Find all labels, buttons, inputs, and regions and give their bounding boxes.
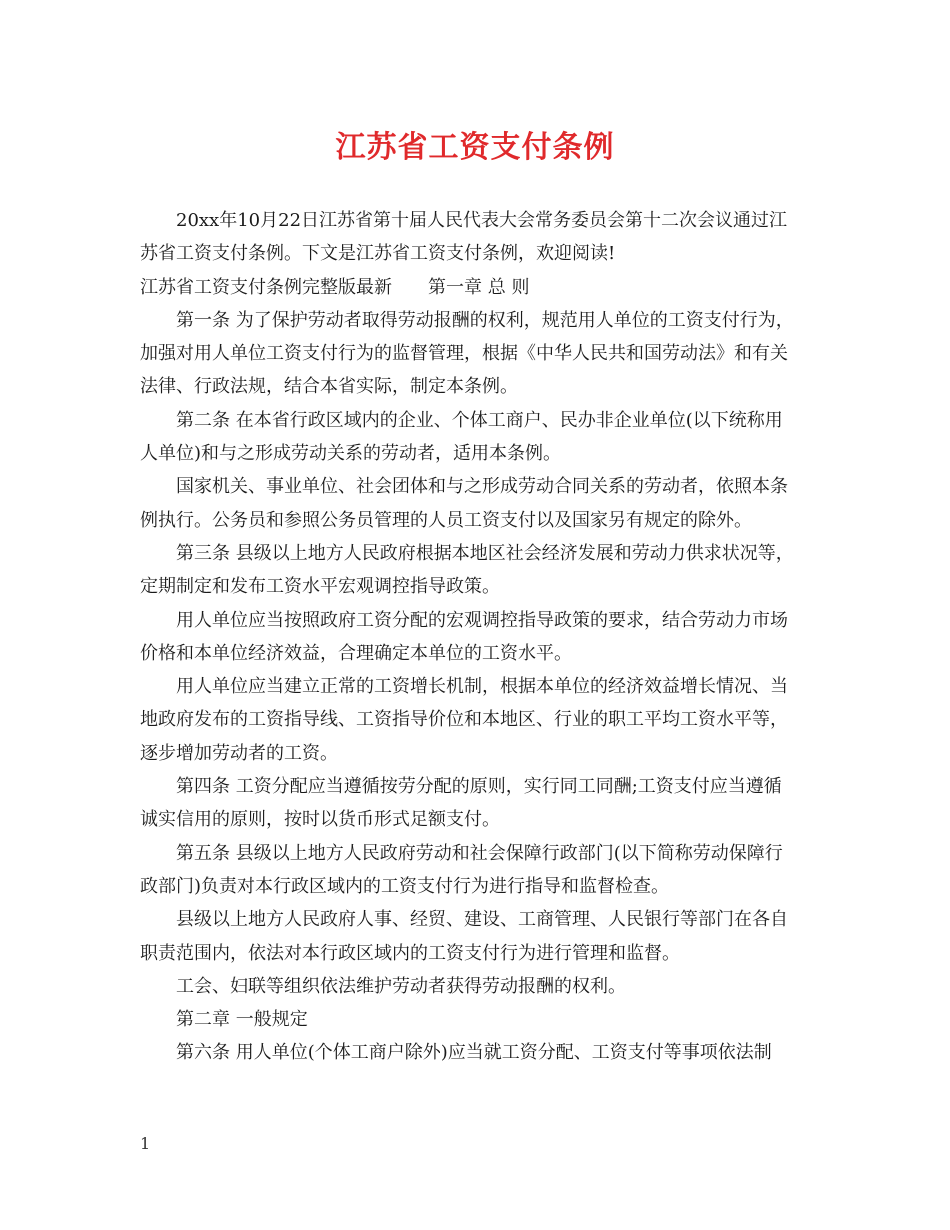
paragraph-line: 地政府发布的工资指导线、工资指导价位和本地区、行业的职工平均工资水平等， xyxy=(140,709,788,731)
paragraph-line: 第四条 工资分配应当遵循按劳分配的原则，实行同工同酬;工资支付应当遵循 xyxy=(176,776,782,798)
paragraph-line: 江苏省工资支付条例完整版最新 第一章 总 则 xyxy=(140,276,530,298)
paragraph-line: 第三条 县级以上地方人民政府根据本地区社会经济发展和劳动力供求状况等， xyxy=(176,542,794,564)
paragraph-line: 苏省工资支付条例。下文是江苏省工资支付条例，欢迎阅读! xyxy=(140,243,616,265)
paragraph-line: 第二条 在本省行政区域内的企业、个体工商户、民办非企业单位(以下统称用 xyxy=(176,409,783,431)
paragraph-line: 第六条 用人单位(个体工商户除外)应当就工资分配、工资支付等事项依法制 xyxy=(176,1042,772,1064)
paragraph-line: 定期制定和发布工资水平宏观调控指导政策。 xyxy=(140,576,500,598)
paragraph-line: 用人单位应当按照政府工资分配的宏观调控指导政策的要求，结合劳动力市场 xyxy=(176,609,788,631)
paragraph-line: 例执行。公务员和参照公务员管理的人员工资支付以及国家另有规定的除外。 xyxy=(140,509,752,531)
paragraph-line: 第五条 县级以上地方人民政府劳动和社会保障行政部门(以下简称劳动保障行 xyxy=(176,842,783,864)
paragraph-line: 用人单位应当建立正常的工资增长机制，根据本单位的经济效益增长情况、当 xyxy=(176,676,788,698)
paragraph-line: 法律、行政法规，结合本省实际，制定本条例。 xyxy=(140,376,518,398)
paragraph-line: 加强对用人单位工资支付行为的监督管理，根据《中华人民共和国劳动法》和有关 xyxy=(140,343,788,365)
page-number: 1 xyxy=(140,1134,151,1153)
chapter-heading: 第二章 一般规定 xyxy=(176,1009,308,1031)
document-title: 江苏省工资支付条例 xyxy=(335,130,615,165)
document-body xyxy=(140,204,820,1070)
paragraph-line: 诚实信用的原则，按时以货币形式足额支付。 xyxy=(140,809,500,831)
paragraph-line: 人单位)和与之形成劳动关系的劳动者，适用本条例。 xyxy=(140,443,562,465)
paragraph-line: 职责范围内，依法对本行政区域内的工资支付行为进行管理和监督。 xyxy=(140,942,680,964)
paragraph-line: 逐步增加劳动者的工资。 xyxy=(140,742,338,764)
paragraph-line: 国家机关、事业单位、社会团体和与之形成劳动合同关系的劳动者，依照本条 xyxy=(176,476,788,498)
paragraph-line: 工会、妇联等组织依法维护劳动者获得劳动报酬的权利。 xyxy=(176,975,626,997)
paragraph-line: 政部门)负责对本行政区域内的工资支付行为进行指导和监督检查。 xyxy=(140,875,670,897)
paragraph-line: 20xx年10月22日江苏省第十届人民代表大会常务委员会第十二次会议通过江 xyxy=(176,210,788,231)
paragraph-line: 第一条 为了保护劳动者取得劳动报酬的权利，规范用人单位的工资支付行为， xyxy=(176,309,794,331)
paragraph-line: 县级以上地方人民政府人事、经贸、建设、工商管理、人民银行等部门在各自 xyxy=(176,909,788,931)
paragraph-line: 价格和本单位经济效益，合理确定本单位的工资水平。 xyxy=(140,642,572,664)
